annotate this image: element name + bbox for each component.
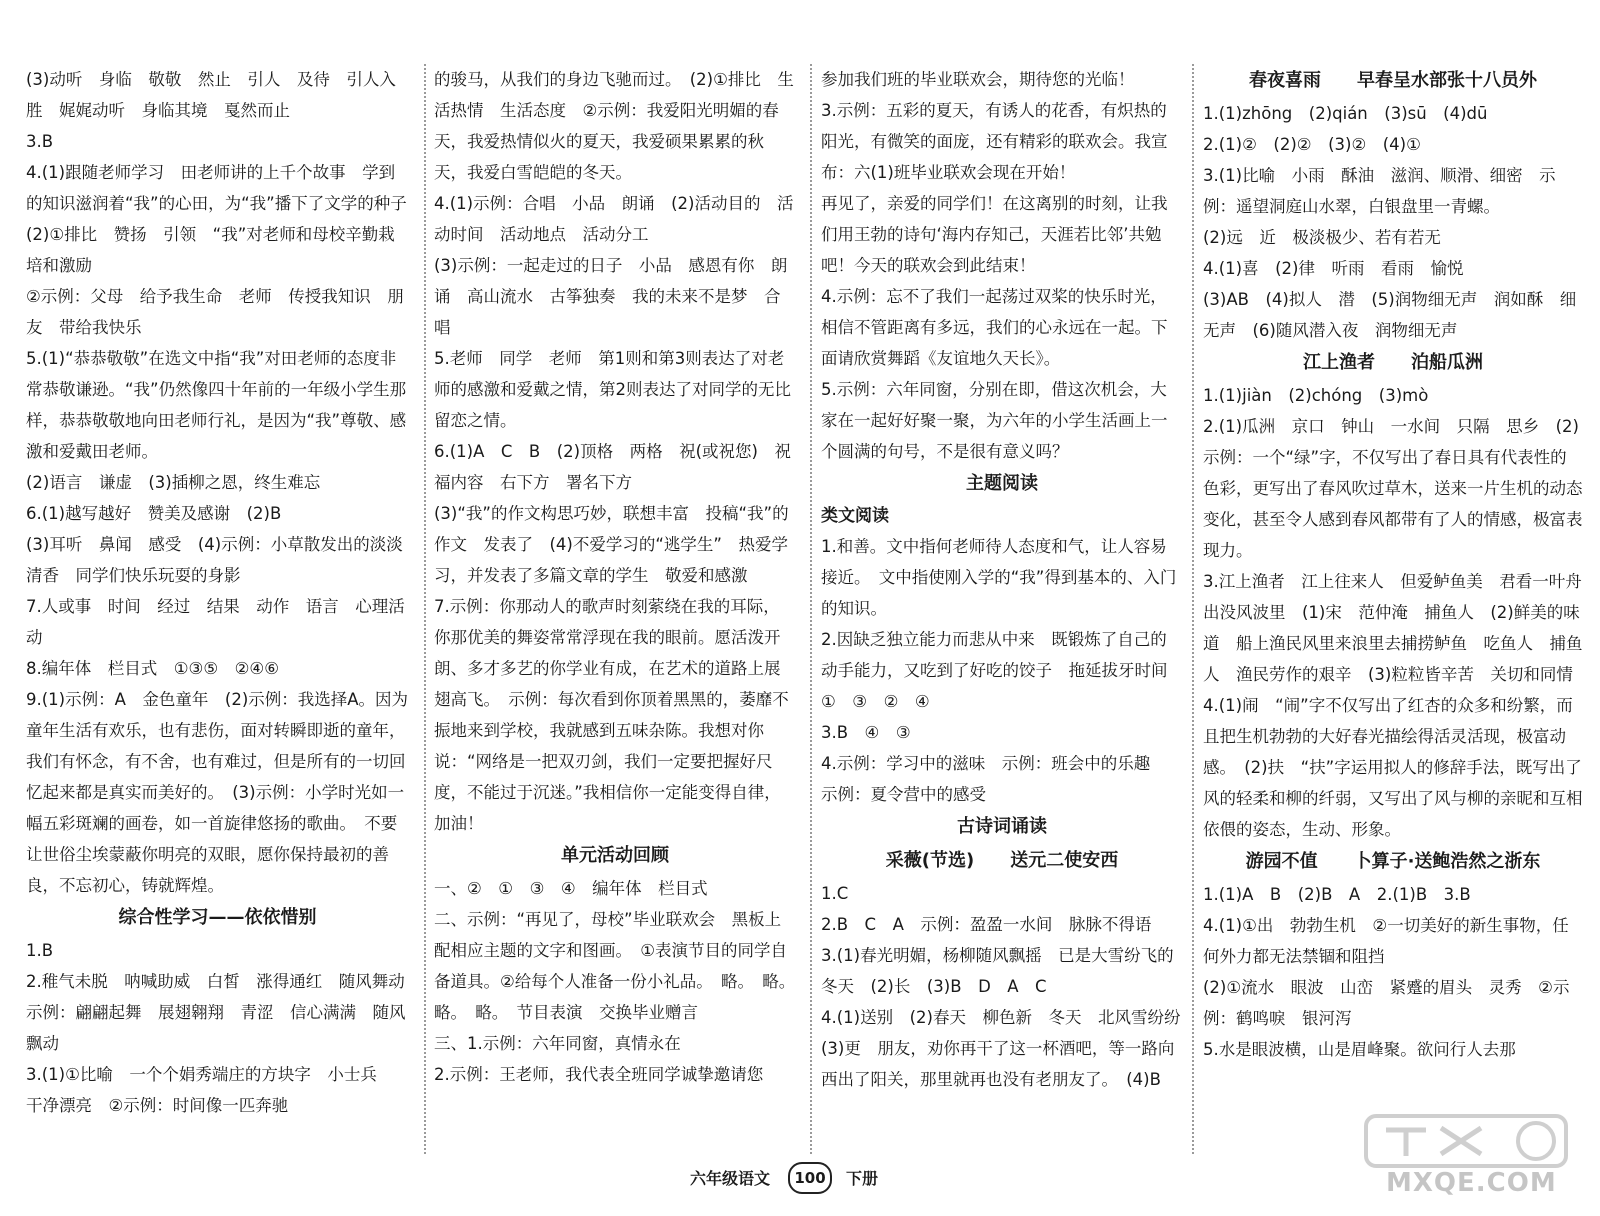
answer-line: 6.(1)A C B (2)顶格 两格 祝(或祝您) 祝福内容 右下方 署名下方 xyxy=(434,442,791,492)
answer-line: 4.(1)送别 (2)春天 柳色新 冬天 北风雪纷纷 (3)更 朋友，劝你再干了这一杯酒吧，等一路向西出了阳关，那里就再也没有老朋友了。 (4)B xyxy=(821,1008,1197,1089)
answer-line: 2.(1)② (2)② (3)② (4)① xyxy=(1203,135,1421,154)
answer-line: 4.示例：忘不了我们一起荡过双桨的快乐时光，相信不管距离有多远，我们的心永远在一起。下面请欣赏舞蹈《友谊地久天长》。 xyxy=(821,287,1168,368)
answer-line: (3)AB (4)拟人 潜 (5)润物细无声 润如酥 细无声 (6)随风潜入夜 润物细无声 xyxy=(1203,290,1577,340)
grade-subject: 六年级语文 xyxy=(690,1169,771,1188)
answer-line: 1.(1)jiàn (2)chóng (3)mò xyxy=(1203,386,1429,405)
answer-line: 2.因缺乏独立能力而悲从中来 既锻炼了自己的动手能力，又吃到了好吃的饺子 拖延拔牙时间 ① ③ ② ④ xyxy=(821,630,1184,711)
column-4 xyxy=(1203,64,1599,1164)
answer-line: 4.(1)①出 勃勃生机 ②一切美好的新生事物，任何外力都无法禁锢和阻挡 xyxy=(1203,916,1569,966)
answer-line: 的骏马，从我们的身边飞驰而过。 (2)①排比 生活热情 生活态度 ②示例：我爱阳光明媚的春天，我爱热情似火的夏天，我爱硕果累累的秋天，我爱白雪皑皑的冬天。 xyxy=(434,70,794,182)
watermark-site: MXQE.COM xyxy=(1386,1168,1557,1198)
answer-line: 6.(1)越写越好 赞美及感谢 (2)B xyxy=(26,504,282,523)
watermark-emblem-icon xyxy=(1356,1110,1582,1170)
poem-heading: 春夜喜雨 早春呈水部张十八员外 xyxy=(1249,70,1537,91)
poem-heading: 江上渔者 泊船瓜洲 xyxy=(1303,352,1483,373)
answer-line: (2)①流水 眼波 山峦 紧蹙的眉头 灵秀 ②示例：鹤鸣唳 银河泻 xyxy=(1203,978,1570,1028)
column-2 xyxy=(434,64,804,1164)
answer-line: (2)语言 谦虚 (3)插柳之恩，终生难忘 xyxy=(26,473,321,492)
poem-heading: 游园不值 卜算子·送鲍浩然之浙东 xyxy=(1245,851,1541,872)
column-divider xyxy=(810,64,812,1154)
answer-line: 7.示例：你那动人的歌声时刻萦绕在我的耳际，你那优美的舞姿常常浮现在我的眼前。愿活泼开朗、多才多艺的你学业有成，在艺术的道路上展翅高飞。 示例：每次看到你顶着黑黑的，萎靡不振地来到学校，我就感到五味杂陈。我想对你说：“网络是一把双刃剑，我们一定要把握好尺度，不能过于沉迷。”我相信你一定能变得自律，加油！ xyxy=(434,597,789,833)
answer-line: 2.(1)瓜洲 京口 钟山 一水间 只隔 思乡 (2)示例：一个“绿”字，不仅写出了春日具有代表性的色彩，更写出了春风吹过草木，送来一片生机的动态变化，甚至令人感到春风都带有了人的情感，极富表现力。 xyxy=(1203,417,1583,560)
answer-line: 1.B xyxy=(26,941,54,960)
answer-line: 9.(1)示例：A 金色童年 (2)示例：我选择A。因为童年生活有欢乐，也有悲伤，面对转瞬即逝的童年，我们有怀念，有不舍，也有难过，但是所有的一切回忆起来都是真实而美好的。 (3)示例：小学时光如一幅五彩斑斓的画卷，如一首旋律悠扬的歌曲。 不要让世俗尘埃蒙蔽你明亮的双眼，愿你保持最初的善良，不忘初心，铸就辉煌。 xyxy=(26,690,409,895)
subsection-heading: 类文阅读 xyxy=(821,506,889,526)
section-heading: 单元活动回顾 xyxy=(561,845,669,866)
answer-line: (3)示例：一起走过的日子 小品 感恩有你 朗诵 高山流水 古筝独奏 我的未来不是梦 合唱 xyxy=(434,256,788,337)
answer-line: 二、示例：“再见了，母校”毕业联欢会 黑板上配相应主题的文字和图画。 ①表演节目的同学自备道具。②给每个人准备一份小礼品。 略。 略。 略。 略。 节目表演 交换毕业赠言 xyxy=(434,910,804,1022)
answer-line: 4.(1)示例：合唱 小品 朗诵 (2)活动目的 活动时间 活动地点 活动分工 xyxy=(434,194,794,244)
answer-line: 1.和善。文中指何老师待人态度和气，让人容易接近。 文中指使刚入学的“我”得到基本的、入门的知识。 xyxy=(821,537,1177,618)
column-divider xyxy=(1192,64,1194,1154)
answer-line: 1.C xyxy=(821,884,849,903)
answer-line: 2.示例：王老师，我代表全班同学诚挚邀请您 xyxy=(434,1065,764,1084)
answer-line: (3)动听 身临 敬敬 然止 引人 及待 引人入胜 娓娓动听 身临其境 戛然而止 xyxy=(26,70,396,120)
answer-line: 7.人或事 时间 经过 结果 动作 语言 心理活动 xyxy=(26,597,405,647)
answer-line: 3.江上渔者 江上往来人 但爱鲈鱼美 君看一叶舟 出没风波里 (1)宋 范仲淹 捕鱼人 (2)鲜美的味道 船上渔民风里来浪里去捕捞鲈鱼 吃鱼人 捕鱼人 渔民劳作的艰辛 (3)粒粒皆辛苦 关切和同情 xyxy=(1203,572,1599,684)
answer-line: 5.老师 同学 老师 第1则和第3则表达了对老师的感激和爱戴之情，第2则表达了对同学的无比留恋之情。 xyxy=(434,349,791,430)
column-1 xyxy=(26,64,424,1164)
answer-line: 4.(1)跟随老师学习 田老师讲的上千个故事 学到的知识滋润着“我”的心田，为“我”播下了文学的种子 (2)①排比 赞扬 引领 “我”对老师和母校辛勤栽培和激励 xyxy=(26,163,424,275)
answer-line: 3.(1)①比喻 一个个娟秀端庄的方块字 小士兵 干净漂亮 ②示例：时间像一匹奔驰 xyxy=(26,1065,394,1115)
answer-line: 3.示例：五彩的夏天，有诱人的花香，有炽热的阳光，有微笑的面庞，还有精彩的联欢会。我宣布：六(1)班毕业联欢会现在开始！ xyxy=(821,101,1168,182)
answer-line: 1.(1)zhōng (2)qián (3)sū (4)dū xyxy=(1203,104,1488,123)
answer-line: 4.示例：学习中的滋味 示例：班会中的乐趣 示例：夏令营中的感受 xyxy=(821,754,1167,804)
answer-line: 三、1.示例：六年同窗，真情永在 xyxy=(434,1034,681,1053)
answer-line: 4.(1)闹 “闹”字不仅写出了红杏的众多和纷繁，而且把生机勃勃的大好春光描绘得活灵活现，极富动感。 (2)扶 “扶”字运用拟人的修辞手法，既写出了风的轻柔和柳的纤弱，又写出了风与柳的亲昵和互相依偎的姿态，生动、形象。 xyxy=(1203,696,1583,839)
volume-label: 下册 xyxy=(846,1169,879,1188)
answer-line: 5.水是眼波横，山是眉峰聚。欲问行人去那 xyxy=(1203,1040,1516,1059)
answer-line: 8.编年体 栏目式 ①③⑤ ②④⑥ xyxy=(26,659,279,678)
answer-line: 4.(1)喜 (2)律 听雨 看雨 愉悦 xyxy=(1203,259,1464,278)
answer-line: 5.(1)“恭恭敬敬”在选文中指“我”对田老师的态度非常恭敬谦逊。“我”仍然像四十年前的一年级小学生那样，恭恭敬敬地向田老师行礼，是因为“我”尊敬、感激和爱戴田老师。 xyxy=(26,349,407,461)
answer-line: 一、② ① ③ ④ 编年体 栏目式 xyxy=(434,879,708,898)
section-heading: 综合性学习——依依惜别 xyxy=(118,907,317,928)
answer-line: 参加我们班的毕业联欢会，期待您的光临！ xyxy=(821,70,1135,89)
answer-line: 2.B C A 示例：盈盈一水间 脉脉不得语 xyxy=(821,915,1152,934)
watermark-logo xyxy=(1356,1110,1582,1206)
answer-line: 再见了，亲爱的同学们！在这离别的时刻，让我们用王勃的诗句‘海内存知己，天涯若比邻’共勉吧！今天的联欢会到此结束！ xyxy=(821,194,1168,275)
answer-line: 3.B xyxy=(26,132,54,151)
section-heading: 主题阅读 xyxy=(966,473,1038,494)
answer-line: (3)耳听 鼻闻 感受 (4)示例：小草散发出的淡淡清香 同学们快乐玩耍的身影 xyxy=(26,535,403,585)
page-number: 100 xyxy=(788,1162,832,1194)
column-3 xyxy=(821,64,1197,1164)
answer-line: 5.示例：六年同窗，分别在即，借这次机会，大家在一起好好聚一聚，为六年的小学生活画上一个圆满的句号，不是很有意义吗？ xyxy=(821,380,1168,461)
answer-line: ②示例：父母 给予我生命 老师 传授我知识 朋友 带给我快乐 xyxy=(26,287,404,337)
answer-line: (2)远 近 极淡极少、若有若无 xyxy=(1203,228,1441,247)
answer-line: 1.(1)A B (2)B A 2.(1)B 3.B xyxy=(1203,885,1471,904)
answer-line: (3)“我”的作文构思巧妙，联想丰富 投稿“我”的作文 发表了 (4)不爱学习的“逃学生” 热爱学习，并发表了多篇文章的学生 敬爱和感激 xyxy=(434,504,789,585)
answer-line: 3.(1)春光明媚，杨柳随风飘摇 已是大雪纷飞的冬天 (2)长 (3)B D A C xyxy=(821,946,1174,996)
answer-line: 2.稚气未脱 呐喊助威 白皙 涨得通红 随风舞动 示例：翩翩起舞 展翅翱翔 青涩 信心满满 随风飘动 xyxy=(26,972,422,1053)
column-divider xyxy=(424,64,426,1154)
poem-heading: 采薇(节选) 送元二使安西 xyxy=(885,850,1119,871)
answer-line: 3.(1)比喻 小雨 酥油 滋润、顺滑、细密 示例：遥望洞庭山水翠，白银盘里一青螺。 xyxy=(1203,166,1556,216)
answer-line: 3.B ④ ③ xyxy=(821,723,911,742)
section-heading: 古诗词诵读 xyxy=(957,816,1047,837)
